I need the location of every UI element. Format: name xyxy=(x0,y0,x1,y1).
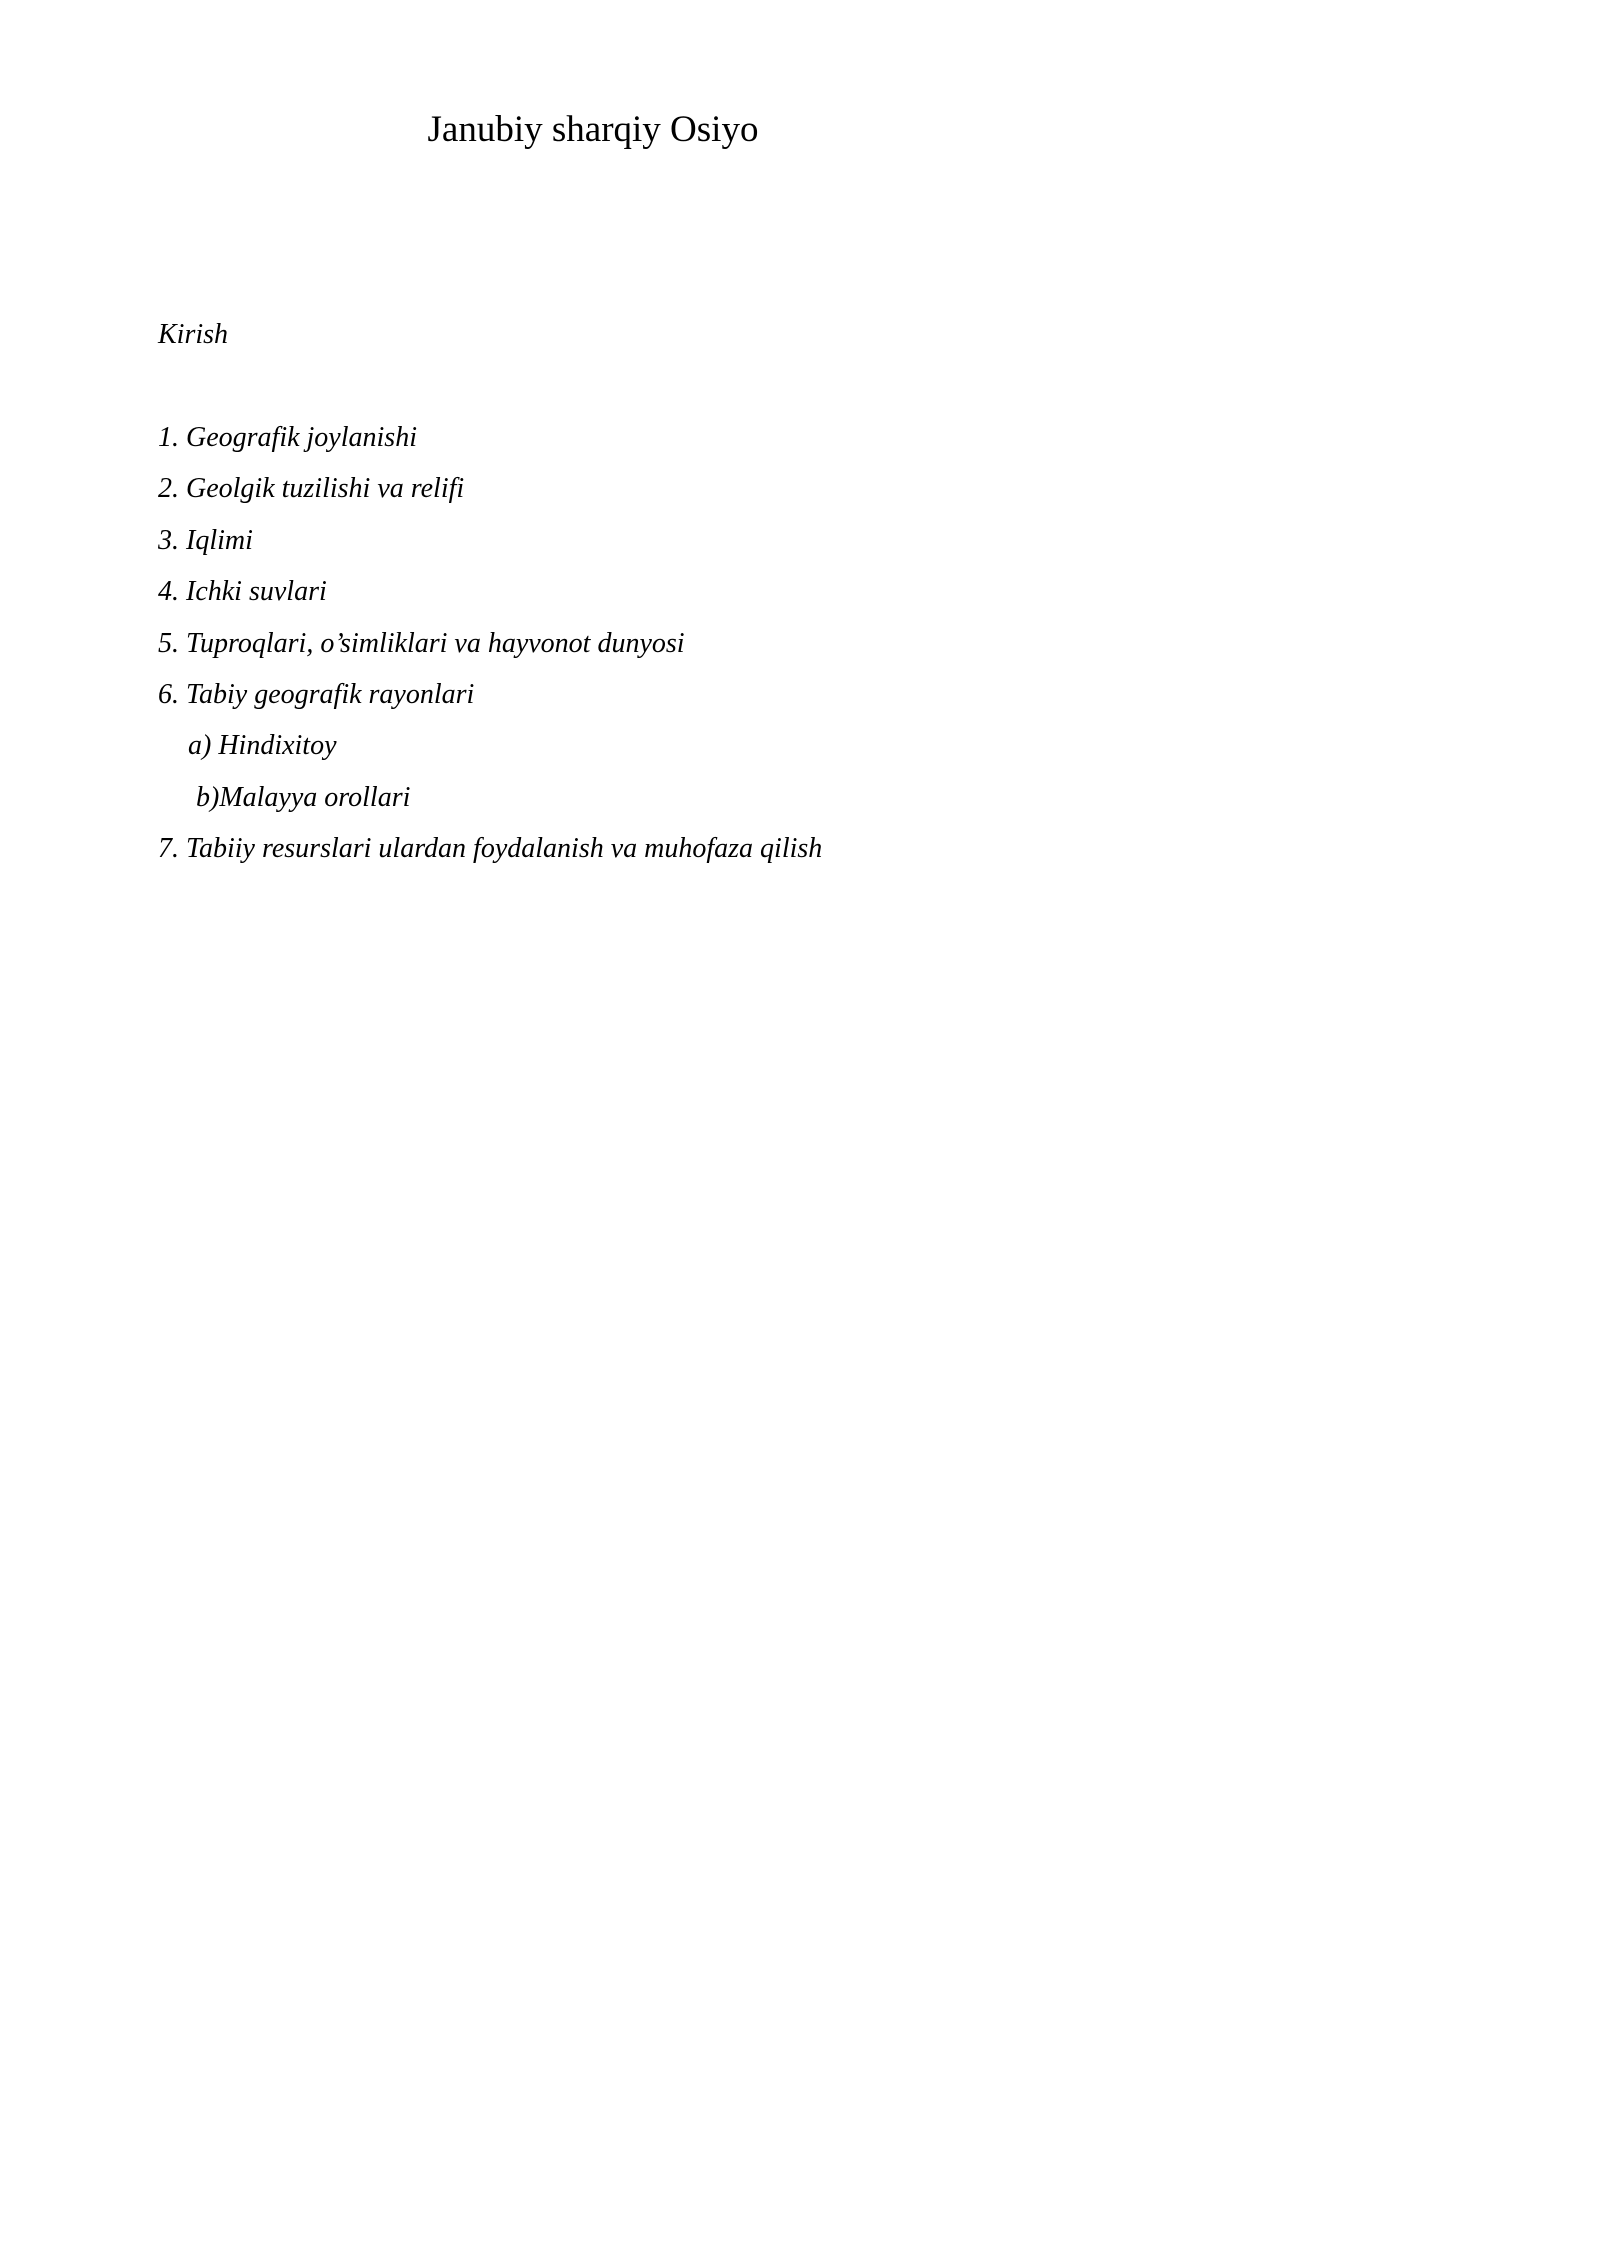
intro-heading: Kirish xyxy=(158,319,229,350)
page-title: Janubiy sharqiy Osiyo xyxy=(427,109,759,150)
toc-item-soils-flora-fauna: 5. Tuproqlari, o’simliklari va hayvonot dunyosi xyxy=(158,627,685,659)
toc-subitem-malay-islands: b)Malayya orollari xyxy=(196,781,411,813)
toc-item-regions: 6. Tabiy geografik rayonlari xyxy=(158,678,475,710)
toc-item-geography: 1. Geografik joylanishi xyxy=(158,422,417,453)
toc-item-geology: 2. Geolgik tuzilishi va relifi xyxy=(158,473,465,505)
toc-item-natural-resources: 7. Tabiiy resurslari ulardan foydalanish va muhofaza qilish xyxy=(158,833,823,865)
toc-subitem-indochina: a) Hindixitoy xyxy=(188,730,337,762)
toc-item-inland-waters: 4. Ichki suvlari xyxy=(158,576,327,608)
table-of-contents xyxy=(158,418,822,881)
toc-item-climate: 3. Iqlimi xyxy=(158,524,253,556)
